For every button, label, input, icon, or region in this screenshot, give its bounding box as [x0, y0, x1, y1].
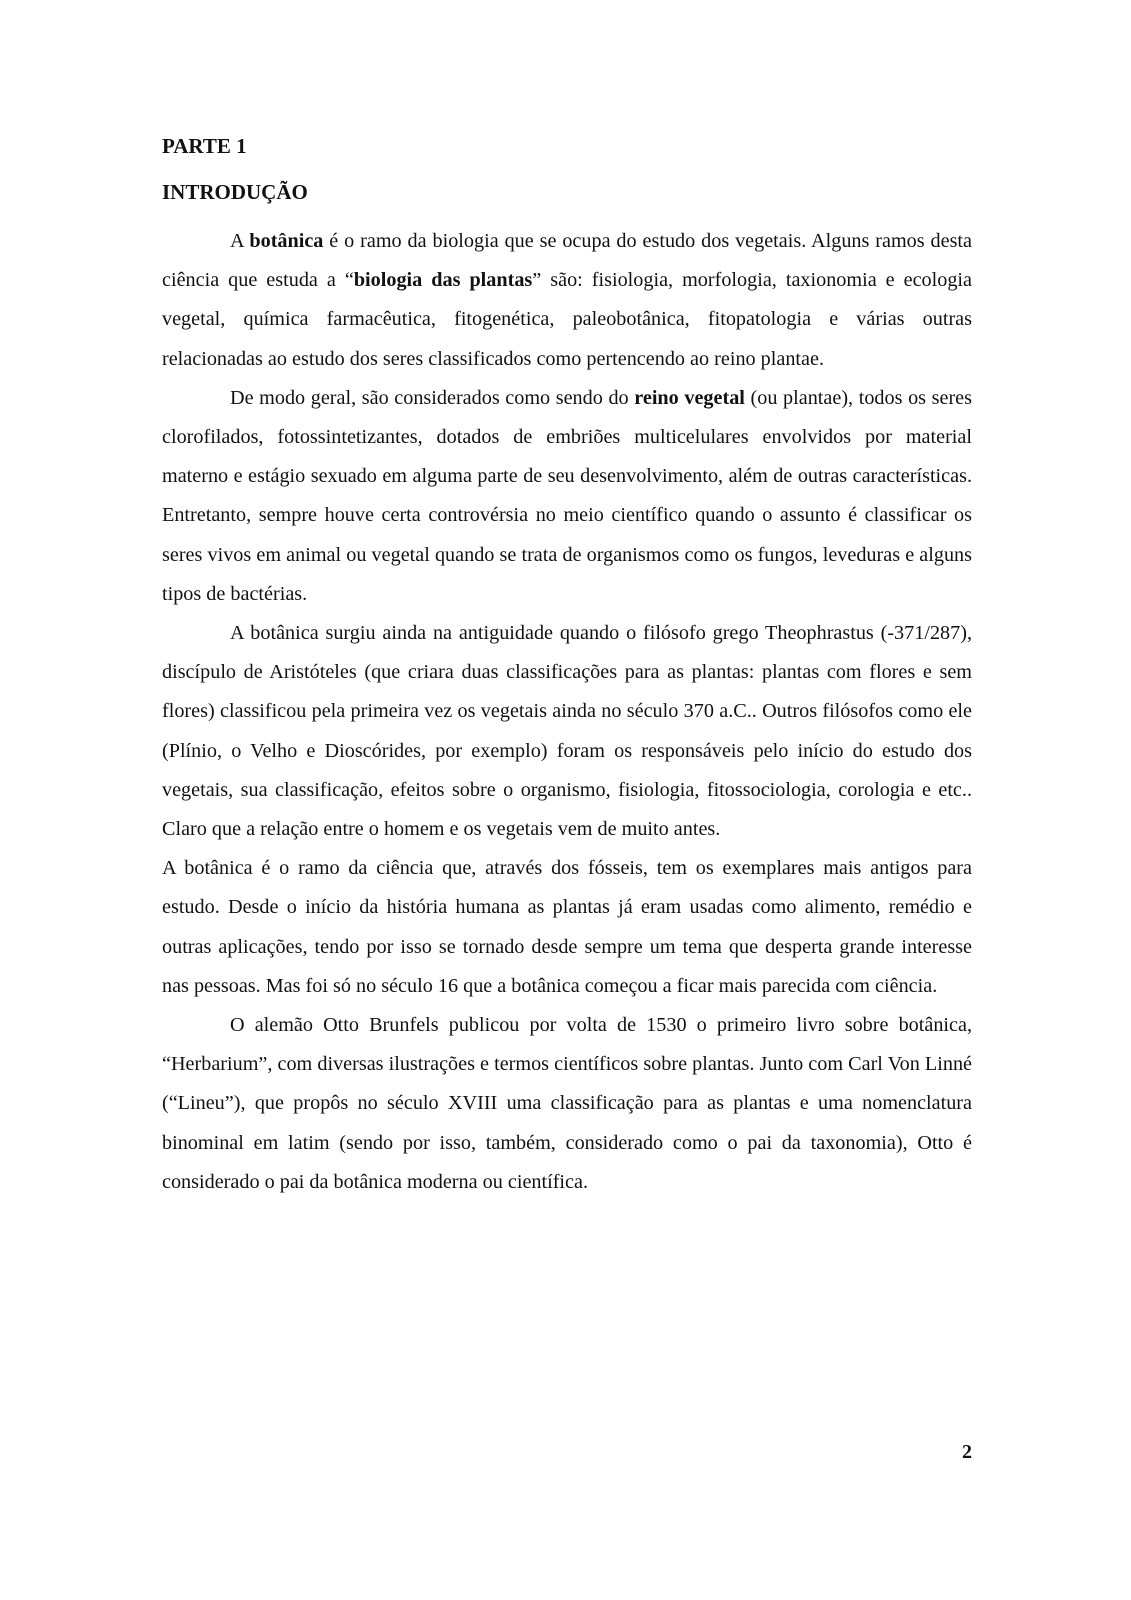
text-run: O alemão Otto Brunfels publicou por volta de 1530 o primeiro livro sobre botânica, “Herbarium”, com diversas ilustrações e termos científicos sobre plantas. Junto com Carl Von Linné (“Lineu”), que propôs no século XVIII uma classificação para as plantas e uma nomenclatura binominal em latim (sendo por isso, também, considerado como o pai da taxonomia), Otto é considerado o pai da botânica moderna ou científica.: [162, 1014, 972, 1193]
bold-term: botânica: [249, 230, 324, 252]
bold-term: reino vegetal: [634, 386, 745, 409]
text-run: A: [230, 230, 250, 252]
text-run: (ou plantae), todos os seres clorofilados, fotossintetizantes, dotados de embriões multicelulares envolvidos por material materno e estágio sexuado em alguma parte de seu desenvolvimento, além de outras características. Entretanto, sempre houve certa controvérsia no meio científico quando o assunto é classificar os seres vivos em animal ou vegetal quando se trata de organismos como os fungos, leveduras e alguns tipos de bactérias.: [162, 386, 972, 605]
text-run: A botânica surgiu ainda na antiguidade quando o filósofo grego Theophrastus (-371/287), discípulo de Aristóteles (que criara duas classificações para as plantas: plantas com flores e sem flores) classificou pela primeira vez os vegetais ainda no século 370 a.C.. Outros filósofos como ele (Plínio, o Velho e Dioscórides, por exemplo) foram os responsáveis pelo início do estudo dos vegetais, sua classificação, efeitos sobre o organismo, fisiologia, fitossociologia, corologia e etc.. Claro que a relação entre o homem e os vegetais vem de muito antes.: [162, 622, 972, 841]
page-number: 2: [962, 1441, 972, 1463]
text-run: é o ramo da biologia que se ocupa do estudo dos vegetais. Alguns ramos desta ciência que estuda a “: [162, 230, 972, 292]
paragraph-1: [162, 222, 972, 379]
text-run: ” são: fisiologia, morfologia, taxionomia e ecologia vegetal, química farmacêutica, fitogenética, paleobotânica, fitopatologia e várias outras relacionadas ao estudo dos seres classificados como pertencendo ao reino plantae.: [162, 269, 973, 370]
text-run: De modo geral, são considerados como sendo do: [230, 386, 635, 409]
paragraph-4: [162, 849, 972, 1006]
bold-term: biologia das plantas: [353, 269, 533, 292]
text-run: A botânica é o ramo da ciência que, através dos fósseis, tem os exemplares mais antigos para estudo. Desde o início da história humana as plantas já eram usadas como alimento, remédio e outras aplicações, tendo por isso se tornado desde sempre um tema que desperta grande interesse nas pessoas. Mas foi só no século 16 que a botânica começou a ficar mais parecida com ciência.: [162, 857, 972, 997]
section-title: INTRODUÇÃO: [162, 180, 308, 204]
document-page: [162, 125, 972, 1202]
paragraph-2: [162, 379, 972, 614]
paragraph-5: [162, 1006, 972, 1202]
paragraph-3: [162, 614, 972, 849]
part-title: PARTE 1: [162, 134, 247, 158]
